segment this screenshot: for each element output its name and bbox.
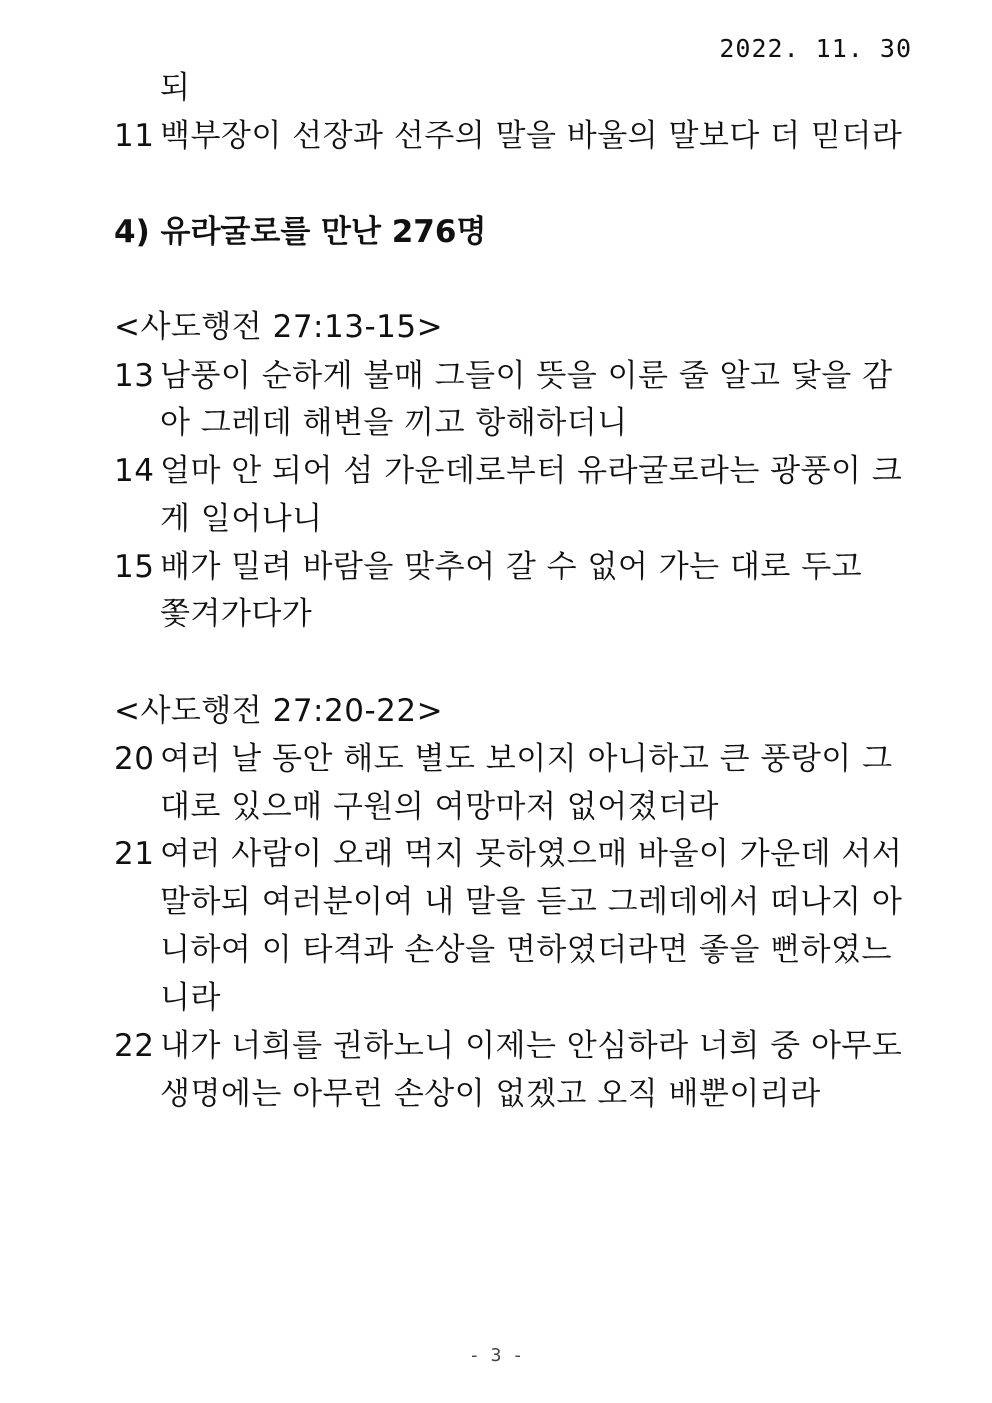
verse-text: 남풍이 순하게 불매 그들이 뜻을 이룬 줄 알고 닻을 감 xyxy=(160,358,893,394)
verse-number: 22 xyxy=(114,1028,155,1064)
verse-text: 여러 날 동안 해도 별도 보이지 아니하고 큰 풍랑이 그 xyxy=(160,741,893,777)
verse-number: 15 xyxy=(114,549,155,585)
verse-text: 여러 사람이 오래 먹지 못하였으매 바울이 가운데 서서 xyxy=(160,836,903,872)
verse-20-cont: 대로 있으매 구원의 여망마저 없어졌더라 xyxy=(160,789,719,825)
continued-line: 되 xyxy=(160,70,191,106)
verse-number: 13 xyxy=(114,358,155,394)
verse-21-cont-1: 말하되 여러분이여 내 말을 듣고 그레데에서 떠나지 아 xyxy=(160,884,903,920)
verse-20 xyxy=(114,739,893,779)
verse-13-cont: 아 그레데 해변을 끼고 항해하더니 xyxy=(160,405,628,441)
verse-text: 내가 너희를 권하노니 이제는 안심하라 너희 중 아무도 xyxy=(160,1028,903,1064)
header-date: 2022. 11. 30 xyxy=(719,34,912,63)
verse-15-cont: 쫓겨가다가 xyxy=(160,596,313,632)
verse-number: 11 xyxy=(114,118,155,154)
verse-number: 21 xyxy=(114,836,155,872)
verse-text: 배가 밀려 바람을 맞추어 갈 수 없어 가는 대로 두고 xyxy=(160,549,863,585)
verse-21-cont-3: 니라 xyxy=(160,980,221,1016)
verse-15 xyxy=(114,547,862,587)
verse-14 xyxy=(114,451,902,491)
verse-13 xyxy=(114,356,893,396)
passage-reference-2: <사도행전 27:20-22> xyxy=(114,693,444,729)
verse-text: 백부장이 선장과 선주의 말을 바울의 말보다 더 믿더라 xyxy=(160,118,903,154)
verse-22-cont: 생명에는 아무런 손상이 없겠고 오직 배뿐이리라 xyxy=(160,1076,821,1112)
verse-21-cont-2: 니하여 이 타격과 손상을 면하였더라면 좋을 뻔하였느 xyxy=(160,932,892,968)
verse-21 xyxy=(114,834,902,874)
verse-number: 14 xyxy=(114,453,155,489)
verse-14-cont: 게 일어나니 xyxy=(160,501,323,537)
verse-22 xyxy=(114,1026,902,1066)
passage-reference-1: <사도행전 27:13-15> xyxy=(114,309,444,345)
verse-text: 얼마 안 되어 섬 가운데로부터 유라굴로라는 광풍이 크 xyxy=(160,453,903,489)
section-heading: 4) 유라굴로를 만난 276명 xyxy=(114,214,487,250)
verse-number: 20 xyxy=(114,741,155,777)
page-number: - 3 - xyxy=(468,1345,524,1366)
verse-11 xyxy=(114,116,902,156)
